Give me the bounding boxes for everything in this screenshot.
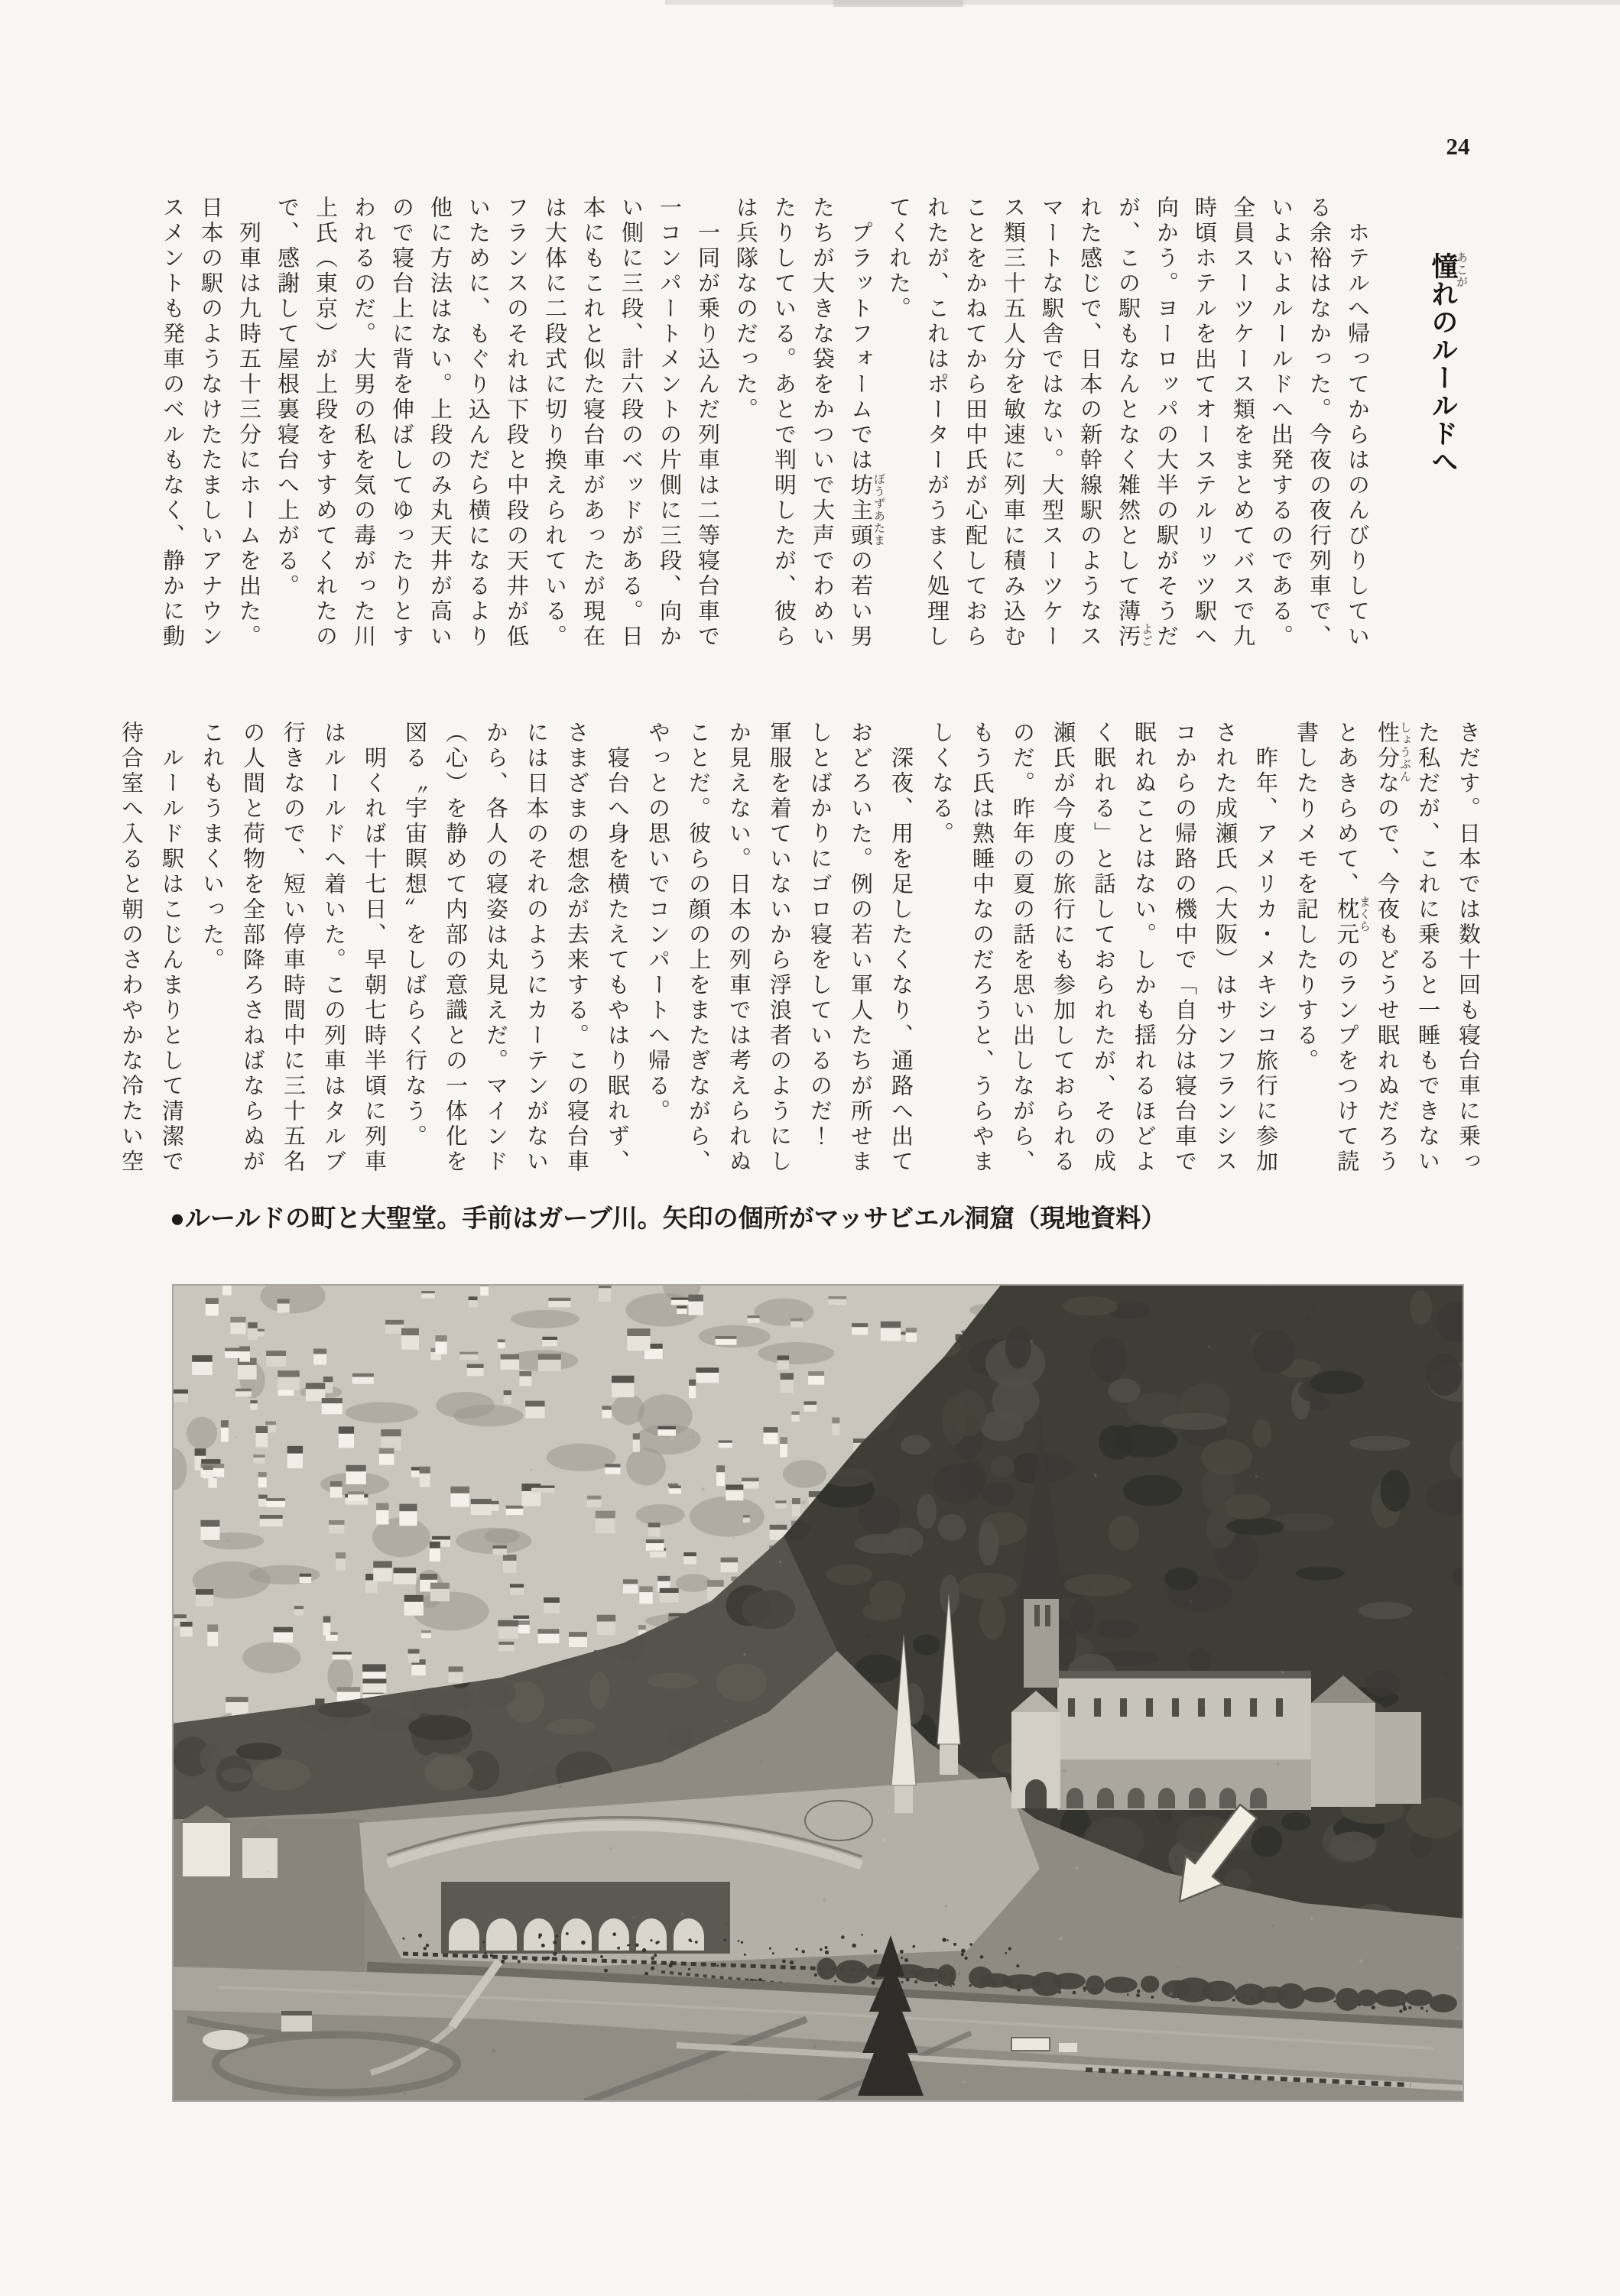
text-column: たりしている。あとで判明したが、彼ら [771, 196, 796, 650]
text-column: 列車は九時五十三分にホームを出た。 [236, 196, 261, 650]
text-column: 本にもこれと似た寝台車があったが現在 [580, 196, 605, 650]
text-column: ホテルへ帰ってからはのんびりしてい [1345, 196, 1369, 650]
text-column: は兵隊なのだった。 [733, 196, 758, 423]
text-column: 一コンパートメントの片側に三段、向か [657, 196, 681, 650]
photo-lourdes-aerial [172, 1284, 1464, 2102]
scan-edge-artifact [665, 0, 1620, 5]
text-column: は大体に二段式に切り換えられている。 [542, 196, 567, 650]
text-column: さまざまの想念が去来する。この寝台車 [564, 721, 589, 1175]
text-column: る余裕はなかった。今夜の夜行列車で、 [1307, 196, 1331, 650]
text-column: された成瀬氏（大阪）はサンフランシス [1213, 721, 1237, 1175]
text-column: マートな駅舎ではない。大型スーツケー [1039, 196, 1063, 650]
paragraph-block-2 [110, 721, 1488, 1179]
text-column: 日本の駅のようなけたたましいアナウン [198, 196, 222, 650]
rosary-dome [805, 1801, 872, 1840]
text-column: 瀬氏が今度の旅行にも参加しておられる [1050, 721, 1075, 1175]
text-column: いよいよルールドへ出発するのである。 [1268, 196, 1293, 650]
text-column: 昨年、アメリカ・メキシコ旅行に参加 [1253, 721, 1277, 1175]
text-column: か見えない。日本の列車では考えられぬ [726, 721, 751, 1175]
text-column: たちが大きな袋をかついで大声でわめい [810, 196, 834, 650]
furigana-makura: まくら [1358, 896, 1371, 932]
text-column: 他に方法はない。上段のみ丸天井が高い [427, 196, 452, 650]
text-column: 時頃ホテルを出てオーステルリッツ駅へ [1192, 196, 1216, 650]
text-column: 図る〝宇宙瞑想〟をしばらく行なう。 [402, 721, 427, 1150]
text-column: 性分なので、今夜もどうせ眠れぬだろう [1375, 721, 1399, 1175]
text-column: で、感謝して屋根裏寝台へ上がる。 [274, 196, 299, 599]
text-column: とあきらめて、枕元のランプをつけて読 [1334, 721, 1359, 1175]
text-column: ス類三十五人分を敏速に列車に積み込む [1001, 196, 1025, 650]
text-column: 行きなので、短い停車時間中に三十五名 [281, 721, 305, 1175]
text-column: われるのだ。大男の私を気の毒がった川 [351, 196, 375, 650]
text-column: コからの帰路の機中で「自分は寝台車で [1172, 721, 1196, 1175]
text-column: い側に三段、計六段のベッドがある。日 [618, 196, 643, 650]
furigana-yogo: よご [1140, 623, 1153, 647]
text-column: 待合室へ入ると朝のさわやかな冷たい空 [118, 721, 143, 1175]
text-column: プラットフォームでは坊主頭の若い男 [848, 196, 872, 650]
text-column: 上氏（東京）が上段をすすめてくれたの [313, 196, 337, 650]
text-column: いために、もぐり込んだら横になるより [466, 196, 490, 650]
text-column: ルールド駅はこじんまりとして清潔で [159, 721, 183, 1175]
paragraph-block-1 [153, 196, 1376, 654]
text-column: てくれた。 [886, 196, 911, 322]
text-column: た私だが、これに乗ると一睡もできない [1415, 721, 1440, 1175]
text-column: く眠れる」と話しておられたが、その成 [1091, 721, 1115, 1175]
text-column: きだす。日本では数十回も寝台車に乗っ [1456, 721, 1480, 1175]
text-column: 書したりメモを記したりする。 [1294, 721, 1318, 1074]
text-column: の人間と荷物を全部降ろさねばならぬが [240, 721, 265, 1175]
text-column: が、この駅もなんとなく雑然として薄汚 [1115, 196, 1140, 650]
text-column: スメントも発車のベルもなく、静かに動 [160, 196, 184, 650]
text-column: れた感じで、日本の新幹線駅のようなス [1077, 196, 1102, 650]
text-column: ので寝台上に背を伸ばしてゆったりとす [389, 196, 414, 650]
text-column: はルールドへ着いた。この列車はタルブ [321, 721, 346, 1175]
text-column: これもうまくいった。 [200, 721, 224, 973]
furigana-bouzuatama: ぼうずあたま [872, 473, 885, 546]
scan-edge-artifact-dark [833, 0, 963, 7]
text-column: 向かう。ヨーロッパの大半の駅がそうだ [1154, 196, 1178, 650]
text-column: フランスのそれは下段と中段の天井が低 [504, 196, 528, 650]
text-column: 全員スーツケース類をまとめてバスで九 [1230, 196, 1255, 650]
text-column: ことをかねてから田中氏が心配しておら [963, 196, 987, 650]
furigana-shoubun: しょうぶん [1398, 722, 1411, 783]
photo-caption: ●ルールドの町と大聖堂。手前はガーブ川。矢印の個所がマッサビエル洞窟（現地資料） [170, 1204, 1167, 1232]
text-column: （心）を静めて内部の意識との一体化を [443, 721, 467, 1175]
text-column: れたが、これはポーターがうまく処理し [924, 196, 949, 650]
text-column: しくなる。 [929, 721, 953, 847]
article-title: 憧れのルールドへ [1428, 252, 1458, 475]
text-column: 一同が乗り込んだ列車は二等寝台車で [695, 196, 719, 650]
text-column: には日本のそれのようにカーテンがない [524, 721, 548, 1175]
text-column: のだ。昨年の夏の話を思い出しながら、 [1010, 721, 1034, 1175]
text-column: 深夜、用を足したくなり、通路へ出て [888, 721, 913, 1175]
text-column: 軍服を着ていないから浮浪者のようにし [767, 721, 791, 1175]
text-column: 寝台へ身を横たえてもやはり眠れず、 [605, 721, 629, 1175]
text-column: 眠れぬことはない。しかも揺れるほどよ [1131, 721, 1156, 1175]
text-column: 明くれば十七日、早朝七時半頃に列車 [362, 721, 386, 1175]
title-furigana: あこが [1455, 251, 1468, 288]
text-column: やっとの思いでコンパートへ帰る。 [645, 721, 670, 1124]
text-column: ことだ。彼らの顔の上をまたぎながら、 [686, 721, 710, 1175]
text-column: から、各人の寝姿は丸見えだ。マインド [483, 721, 508, 1175]
text-column: しとばかりにゴロ寝をしているのだ！ [807, 721, 832, 1150]
text-column: もう氏は熟睡中なのだろうと、うらやま [969, 721, 994, 1175]
page-number: 24 [1446, 133, 1470, 160]
text-column: おどろいた。例の若い軍人たちが所せま [848, 721, 872, 1175]
